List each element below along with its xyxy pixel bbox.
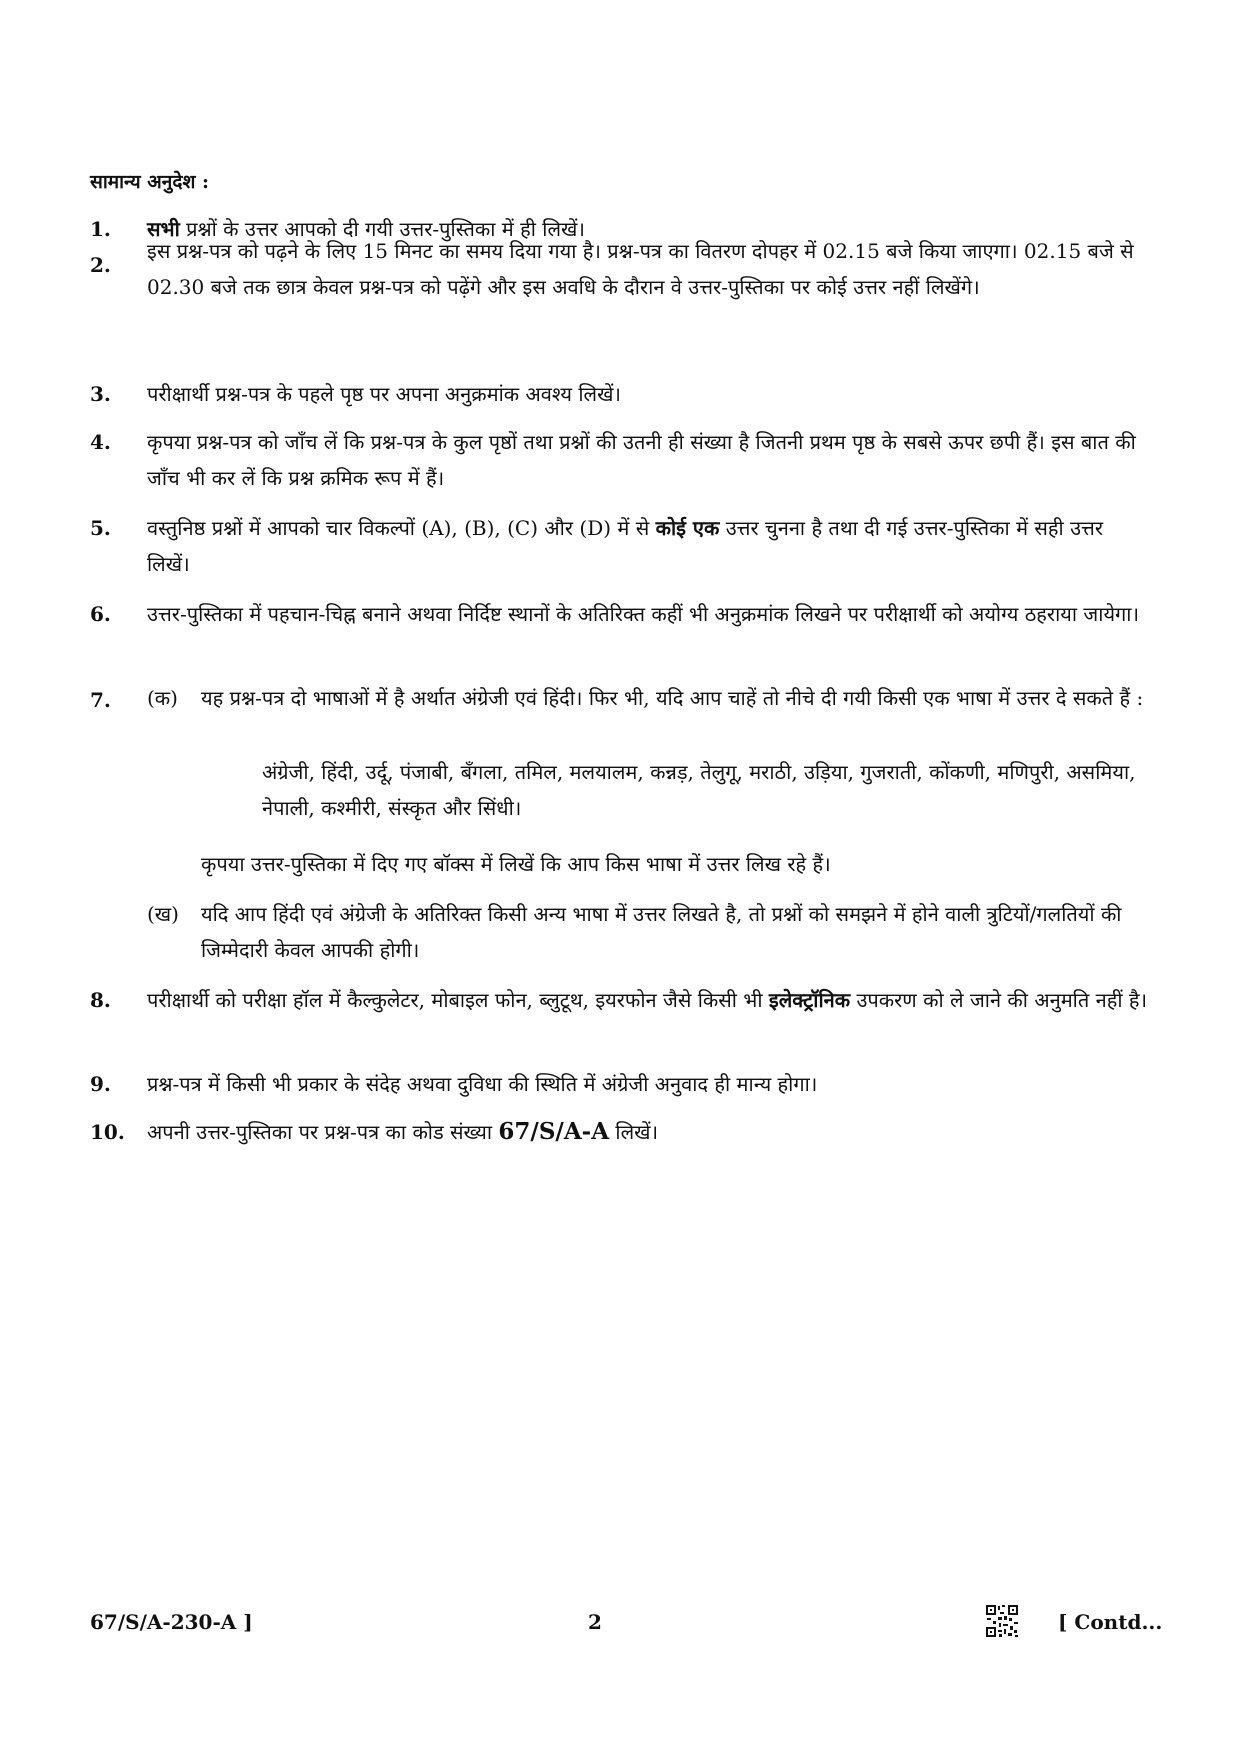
instruction-9 [90, 1066, 1150, 1102]
instruction-number: 4. [90, 430, 111, 454]
instruction-number: 2. [90, 253, 111, 277]
instruction-bold: इलेक्ट्रॉनिक [768, 988, 851, 1012]
instruction-text: वस्तुनिष्ठ प्रश्नों में आपको चार विकल्पों (A), (B), (C) और (D) में से [147, 516, 656, 540]
instruction-bold: कोई एक [655, 516, 720, 540]
sub-label-kha: (ख) [147, 902, 179, 926]
instruction-7a [147, 680, 1150, 716]
instruction-number: 5. [90, 516, 111, 540]
instruction-5 [90, 510, 1150, 582]
instruction-number: 7. [90, 688, 111, 712]
instruction-number: 8. [90, 988, 111, 1012]
language-box-note: कृपया उत्तर-पुस्तिका में दिए गए बॉक्स में लिखें कि आप किस भाषा में उत्तर लिख रहे हैं। [201, 852, 831, 876]
sub-text: यह प्रश्न-पत्र दो भाषाओं में है अर्थात अंग्रेजी एवं हिंदी। फिर भी, यदि आप चाहें तो नीचे दी गयी किसी एक भाषा में उत्तर दे सकते हैं : [201, 686, 1144, 710]
instruction-7b [147, 896, 1150, 968]
instruction-text: परीक्षार्थी प्रश्न-पत्र के पहले पृष्ठ पर अपना अनुक्रमांक अवश्य लिखें। [147, 382, 622, 406]
instruction-number: 6. [90, 602, 111, 626]
instruction-number: 1. [90, 217, 111, 241]
instruction-8 [90, 982, 1150, 1018]
qr-code-icon [985, 1604, 1019, 1638]
page-number: 2 [588, 1610, 602, 1634]
instruction-text: प्रश्न-पत्र में किसी भी प्रकार के संदेह अथवा दुविधा की स्थिति में अंग्रेजी अनुवाद ही मान्य होगा। [147, 1072, 818, 1096]
instruction-text: कृपया प्रश्न-पत्र को जाँच लें कि प्रश्न-पत्र के कुल पृष्ठों तथा प्रश्नों की उतनी ही संख्या है जितनी प्रथम पृष्ठ के सबसे ऊपर छपी हैं। इस बात की जाँच भी कर लें कि प्रश्न क्रमिक रूप में हैं। [147, 430, 1136, 490]
instruction-text: अपनी उत्तर-पुस्तिका पर प्रश्न-पत्र का कोड संख्या [147, 1120, 499, 1144]
instruction-number: 10. [90, 1120, 125, 1144]
instruction-6 [90, 596, 1150, 632]
instruction-10 [90, 1114, 1150, 1150]
instruction-text: परीक्षार्थी को परीक्षा हॉल में कैल्कुलेटर, मोबाइल फोन, ब्लुटूथ, इयरफोन जैसे किसी भी [147, 988, 769, 1012]
sub-text: यदि आप हिंदी एवं अंग्रेजी के अतिरिक्त किसी अन्य भाषा में उत्तर लिखते है, तो प्रश्नों को समझने में होने वाली त्रुटियों/गलतियों की जिम्मेदारी केवल आपकी होगी। [201, 902, 1122, 962]
instruction-text: लिखें। [609, 1120, 659, 1144]
sub-label-ka: (क) [147, 686, 178, 710]
instruction-text: उपकरण को ले जाने की अनुमति नहीं है। [850, 988, 1148, 1012]
general-instructions-heading: सामान्य अनुदेश : [90, 171, 209, 193]
instruction-text: प्रश्नों के उत्तर आपको दी गयी उत्तर-पुस्तिका में ही लिखें। [179, 217, 585, 241]
instruction-bold: 67/S/A-A [498, 1118, 610, 1145]
instruction-text: उत्तर चुनना है तथा दी गई उत्तर-पुस्तिका में सही उत्तर लिखें। [147, 516, 1104, 576]
instruction-text: उत्तर-पुस्तिका में पहचान-चिह्न बनाने अथवा निर्दिष्ट स्थानों के अतिरिक्त कहीं भी अनुक्रमांक लिखने पर परीक्षार्थी को अयोग्य ठहराया जायेगा। [147, 602, 1140, 626]
instruction-4 [90, 424, 1150, 496]
paper-code: 67/S/A-230-A ] [90, 1610, 253, 1634]
instruction-number: 3. [90, 382, 111, 406]
language-list: अंग्रेजी, हिंदी, उर्दू, पंजाबी, बँगला, तमिल, मलयालम, कन्नड़, तेलुगू, मराठी, उड़िया, गुजराती, कोंकणी, मणिपुरी, असमिया, नेपाली, कश्मीरी, संस्कृत और सिंधी। [262, 760, 1136, 820]
instruction-bold: सभी [147, 217, 180, 241]
continued-label: [ Contd... [1058, 1610, 1163, 1634]
instruction-2 [90, 233, 1150, 305]
instruction-3 [90, 376, 1150, 412]
instruction-number: 9. [90, 1072, 111, 1096]
instruction-text: इस प्रश्न-पत्र को पढ़ने के लिए 15 मिनट का समय दिया गया है। प्रश्न-पत्र का वितरण दोपहर में 02.15 बजे किया जाएगा। 02.15 बजे से 02.30 बजे तक छात्र केवल प्रश्न-पत्र को पढ़ेंगे और इस अवधि के दौरान वे उत्तर-पुस्तिका पर कोई उत्तर नहीं लिखेंगे। [147, 239, 1134, 299]
